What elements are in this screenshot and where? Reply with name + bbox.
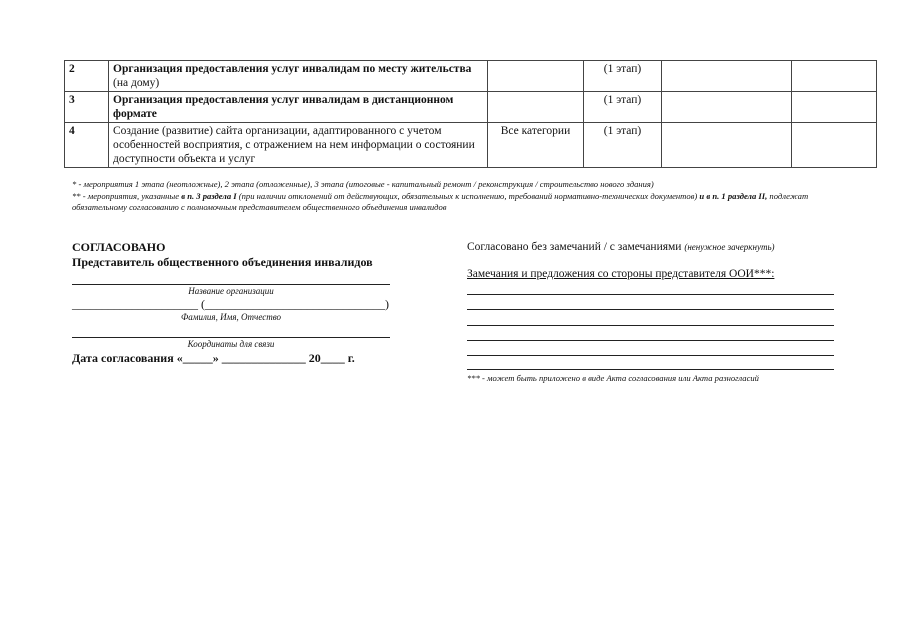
footnote-2: ** - мероприятия, указанные в п. 3 раздела I (при наличии отклонений от действующих, обязательных к исполнению, требований нормативно-технических документов) и в п. 1 раздела II, подлежат обязательному согласованию с полномочным представителем общественного объединения инвалидов xyxy=(72,191,809,212)
contacts-caption: Координаты для связи xyxy=(187,339,275,349)
remarks-line[interactable] xyxy=(467,325,834,326)
row-number: 3 xyxy=(65,92,109,123)
remarks-line[interactable] xyxy=(467,369,834,370)
approval-date[interactable]: Дата согласования «_____» ______________ 20____ г. xyxy=(72,351,355,365)
empty-cell xyxy=(662,61,792,92)
remarks-line[interactable] xyxy=(467,355,834,356)
remarks-line[interactable] xyxy=(467,340,834,341)
remarks-heading: Замечания и предложения со стороны представителя ООИ***: xyxy=(467,268,775,280)
org-name-caption: Название организации xyxy=(188,286,274,296)
measures-table xyxy=(64,60,877,168)
agreed-heading: СОГЛАСОВАНО xyxy=(72,240,166,254)
empty-cell xyxy=(792,123,877,168)
remarks-line[interactable] xyxy=(467,309,834,310)
representative-heading: Представитель общественного объединения инвалидов xyxy=(72,255,373,269)
stage-cell: (1 этап) xyxy=(584,92,662,123)
empty-cell xyxy=(792,92,877,123)
remarks-line[interactable] xyxy=(467,294,834,295)
remarks-footnote: *** - может быть приложено в виде Акта согласования или Акта разногласий xyxy=(467,373,759,383)
category-cell: Все категории xyxy=(488,123,584,168)
measure-title: Организация предоставления услуг инвалидам в дистанционном формате xyxy=(109,92,488,123)
footnote-1: * - мероприятия 1 этапа (неотложные), 2 этапа (отложенные), 3 этапа (итоговые - капитальный ремонт / реконструкция / строительство нового здания) xyxy=(72,179,654,189)
empty-cell xyxy=(662,92,792,123)
stage-cell: (1 этап) xyxy=(584,123,662,168)
row-number: 4 xyxy=(65,123,109,168)
agreed-status: Согласовано без замечаний / с замечаниями (ненужное зачеркнуть) xyxy=(467,241,775,253)
stage-cell: (1 этап) xyxy=(584,61,662,92)
fio-line[interactable]: _____________________ (______________________________) xyxy=(72,297,389,311)
table-row xyxy=(65,61,877,92)
fio-caption: Фамилия, Имя, Отчество xyxy=(181,312,281,322)
org-name-line[interactable] xyxy=(72,284,390,285)
row-number: 2 xyxy=(65,61,109,92)
table-row xyxy=(65,123,877,168)
category-cell xyxy=(488,61,584,92)
measure-title: Организация предоставления услуг инвалидам по месту жительства (на дому) xyxy=(109,61,488,92)
category-cell xyxy=(488,92,584,123)
measure-title: Создание (развитие) сайта организации, адаптированного с учетом особенностей восприятия, с отражением на нем информации о состоянии доступности объекта и услуг xyxy=(109,123,488,168)
contacts-line[interactable] xyxy=(72,337,390,338)
empty-cell xyxy=(662,123,792,168)
table-row xyxy=(65,92,877,123)
empty-cell xyxy=(792,61,877,92)
